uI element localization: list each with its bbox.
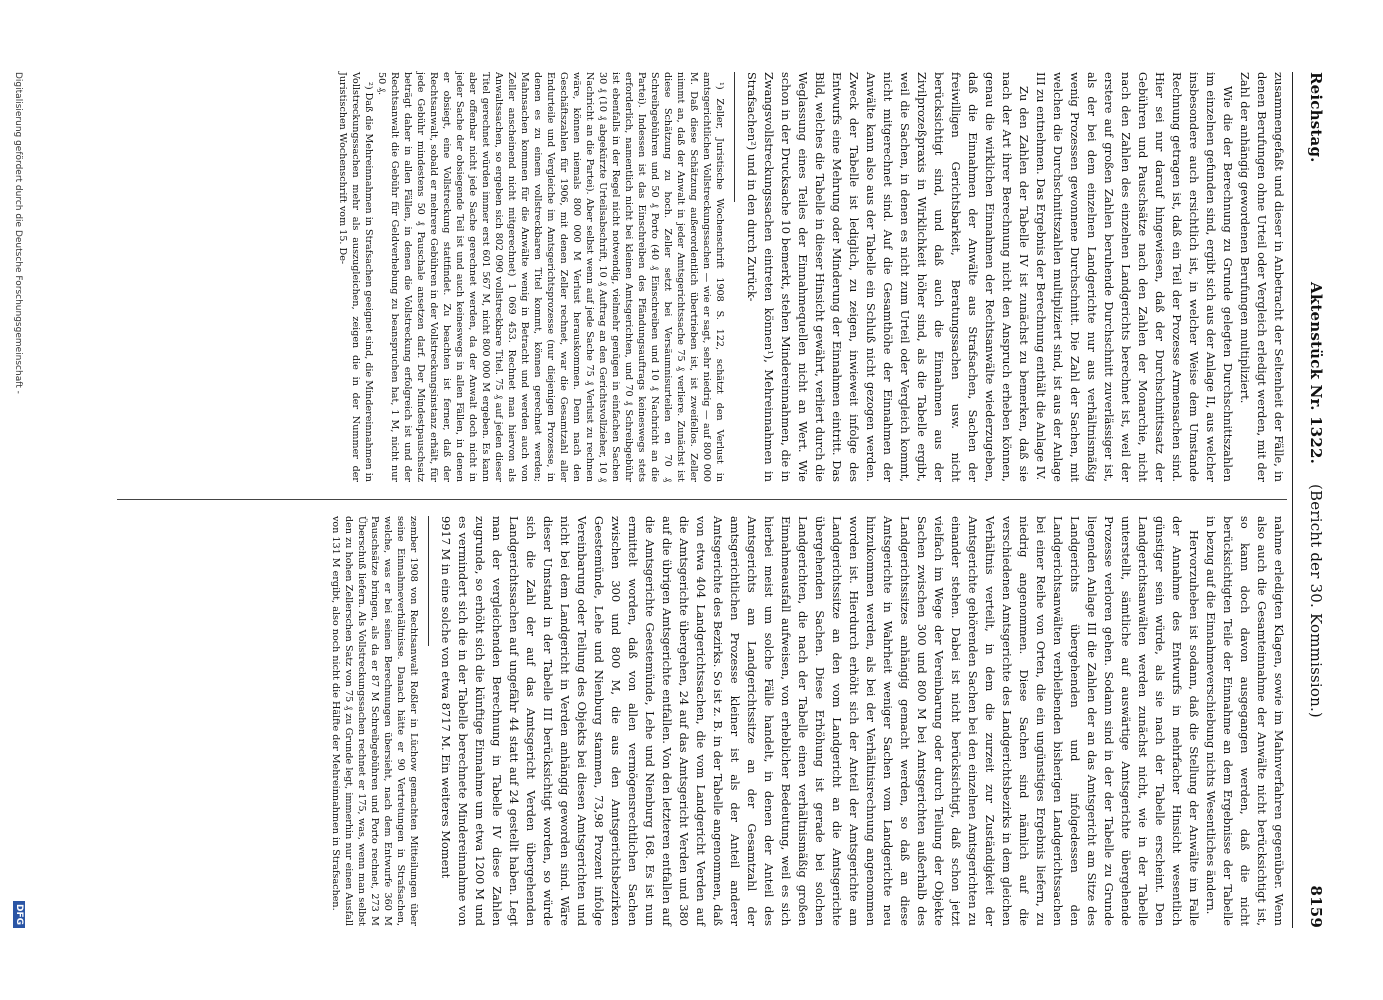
footnote-2: ²) Daß die Mehreinnahmen in Strafsachen geeignet sind, die Mindereinnahmen in Vollstreckungssachen mehr als auszugleichen, zeigen die in der Nummer der Juristischen Wochenschrift vom 15. De-: [337, 72, 374, 482]
left-paragraph: Wie die der Berechnung zu Grunde gelegten Durchschnittszahlen im einzelnen gefunden sind, ergibt sich aus der Anlage II, aus welcher insbesondere auch ersichtlich ist, in welcher Weise dem Umstande Rechnung getragen ist, daß ein Teil der Prozesse Armensachen sind. Hier sei nur darauf hingewiesen, daß der Durchschnittssatz der Gebühren und Pauschsätze nach den Zahlen der Monarchie, nicht nach den Zahlen des einzelnen Landgerichts berechnet ist, weil der erstere auf großen Zahlen beruhende Durchschnitt zuverlässiger ist, als der bei dem einzelnen Landgerichte nur aus verhältnismäßig wenig Prozessen gewonnene Durchschnitt. Die Zahl der Sachen, mit welchen die Durchschnittszahlen multipliziert sind, ist aus der Anlage III zu entnehmen. Das Ergebnis der Berechnung enthält die Anlage IV.: [1034, 72, 1235, 482]
right-footnote: [329, 516, 420, 926]
header-rule: [1292, 72, 1293, 928]
right-paragraph: nahme erledigten Klagen, sowie im Mahnverfahren gegenüber. Wenn also auch die Gesamteinnahme der Anwälte nicht berücksichtigt ist, so kann doch davon ausgegangen werden, daß die nicht berücksichtigten Teile der Einnahme an dem Ergebnisse der Tabelle in bezug auf die Einnahmeverschiebung nichts Wesentliches ändern.: [1204, 516, 1286, 926]
header-section-name: Reichstag.: [1307, 72, 1325, 163]
left-paragraph: Zu den Zahlen der Tabelle IV ist zunächst zu bemerken, daß sie nach der Art ihrer Berechnung nicht den Anspruch erheben können, genau die wirklichen Einnahmen der Rechtsanwälte wiederzugeben, daß die Einnahmen der Anwälte aus Strafsachen, Sachen der freiwilligen Gerichtsbarkeit, Beratungssachen usw. nicht berücksichtigt sind, und daß auch die Einnahmen aus der Zivilprozeßpraxis in Wirklichkeit höher sind, als die Tabelle ergibt, weil die Sachen, in denen es nicht zum Urteil oder Vergleich kommt, nicht mitgerechnet sind. Auf die Gesamthöhe der Einnahmen der Anwälte kann also aus der Tabelle ein Schluß nicht gezogen werden. Zweck der Tabelle ist lediglich, zu zeigen, inwieweit infolge des Entwurfs eine Mehrung oder Minderung der Einnahmen eintritt. Das Bild, welches die Tabelle in dieser Hinsicht gewährt, verliert durch die Weglassung eines Teiles der Einnahmequellen nicht an Wert. Wie schon in der Drucksache 10 bemerkt, stehen Mindereinnahmen, die in Zwangsvollstreckungssachen eintreten können¹), Mehreinnahmen in Strafsachen²) und in den durch Zurück-: [745, 72, 1031, 482]
page-number: 8159: [1307, 885, 1325, 928]
left-column: [336, 72, 1287, 482]
header-subtitle: (Bericht der 30. Kommission.): [1307, 483, 1325, 718]
header-document-title: [1307, 72, 1325, 928]
digitization-credit: Digitalisierung gefördert durch die Deutsche Forschungsgemeinschaft -: [13, 72, 23, 394]
left-paragraph: zusammengefaßt und dieser in Anbetracht der Seltenheit der Fälle, in denen Berufungen ohne Urteil oder Vergleich erledigt werden, mit der Zahl der anhängig gewordenen Berufungen multipliziert.: [1238, 72, 1286, 482]
right-paragraph: Hervorzuheben ist sodann, daß die Stellung der Anwälte im Falle der Annahme des Entwurfs in mehrfacher Hinsicht wesentlich günstiger sein würde, als sie nach der Tabelle erscheint. Den Landgerichtsanwälten werden zunächst nicht, wie in der Tabelle unterstellt, sämtliche auf auswärtige Amtsgerichte übergehende Prozesse verloren gehen. Sodann sind in der der Tabelle zu Grunde liegenden Anlage III die Zahlen der an das Amtsgericht am Sitze des Landgerichts übergehenden und infolgedessen den Landgerichtsanwälten verbleibenden bisherigen Landgerichtssachen bei einer Reihe von Orten, die ein ungünstiges Ergebnis liefern, zu niedrig angenommen. Diese Sachen sind nämlich auf die verschiedenen Amtsgerichte des Landgerichtsbezirks in dem gleichen Verhältnis verteilt, in dem die zurzeit zur Zuständigkeit der Amtsgerichte gehörenden Sachen bei den einzelnen Amtsgerichten zu einander stehen. Dabei ist nicht berücksichtigt, daß schon jetzt vielfach im Wege der Vereinbarung oder durch Teilung der Objekte Sachen zwischen 300 und 800 M bei Amtsgerichten außerhalb des Landgerichtssitzes anhängig gemacht werden, so daß an diese Amtsgerichte in Wahrheit weniger Sachen vom Landgerichte neu hinzukommen werden, als bei der Verhältnisrechnung angenommen worden ist. Hierdurch erhöht sich der Anteil der Amtsgerichte am Landgerichtssitze an den vom Landgericht an die Amtsgerichte übergehenden Sachen. Diese Erhöhung ist gerade bei solchen Landgerichten, die nach der Tabelle einen verhältnismäßig großen Einnahmeausfall aufweisen, von erheblicher Bedeutung, weil es sich hierbei meist um solche Fälle handelt, in denen der Anteil des Amtsgerichts am Landgerichtssitze an der Gesamtzahl der amtsgerichtlichen Prozesse kleiner ist als der Anteil anderer Amtsgerichte des Bezirks. So ist z. B. in der Tabelle angenommen, daß von etwa 404 Landgerichtssachen, die vom Landgericht Verden auf die Amtsgerichte übergehen, 24 auf das Amtsgericht Verden und 380 auf die übrigen Amtsgerichte entfallen. Von den letzteren entfallen auf die Amtsgerichte Geestemünde, Lehe und Nienburg 168. Es ist nun ermittelt worden, daß von allen vermögensrechtlichen Sachen zwischen 300 und 800 M, die aus den Amtsgerichtsbezirken Geestemünde, Lehe und Nienburg stammen, 73,98 Prozent infolge Vereinbarung oder Teilung des Objekts bei diesen Amtsgerichten und nicht bei dem Landgericht in Verden anhängig geworden sind. Wäre dieser Umstand in der Tabelle III berücksichtigt worden, so würde sich die Zahl der auf das Amtsgericht Verden übergehenden Landgerichtssachen auf ungefähr 44 statt auf 24 gestellt haben. Legt man der vergleichenden Berechnung in Tabelle IV diese Zahlen zugrunde, so erhöht sich die künftige Einnahme um etwa 1200 M und es vermindert sich die in der Tabelle berechnete Mindereinnahme von 9917 M in eine solche von etwa 8717 M. Ein weiteres Moment: [439, 516, 1201, 926]
header-title: Aktenstück Nr. 1322.: [1307, 282, 1325, 465]
right-column: [329, 516, 1287, 926]
footnote-2-continuation: zember 1908 von Rechtsanwalt Roßler in Lüchow gemachten Mitteilungen über seine Einnahmeverhältnisse. Danach hätte er 90 Vertretungen in Strafsachen, welche, was er bei seinen Berechnungen übersieht, nach dem Entwurfe 360 M Pauschsätze bringen, als da er 87 M Schreibgebühren und Porto rechnet, 273 M Überschuß liefern. Als Vollstreckungssachen rechnet er 175, was, wenn man selbst den zu hohen Zellerschen Satz von 75 ₰ zu Grunde legt, immerhin nur einen Ausfall von 131 M ergibt, also noch nicht die Hälfte der Mehreinnahmen in Strafsachen.: [330, 516, 419, 926]
footnote-rule: [428, 516, 429, 646]
left-footnotes: [336, 72, 726, 482]
dfg-logo: DFG: [13, 901, 25, 928]
column-divider: [117, 499, 1287, 500]
digitization-margin: [7, 72, 23, 928]
footnote-1: ¹) Zeller, Juristische Wochenschrift 1908 S. 122, schätzt den Verlust in amtsgerichtlichen Vollstreckungssachen — wie er sagt, sehr niedrig — auf 800 000 M. Daß diese Schätzung außerordentlich übertrieben ist, ist zweifellos. Zeller nimmt an, daß der Anwalt in jeder Amtsgerichtssache 75 ₰ verliere. Zunächst ist diese Schätzung zu hoch. Zeller setzt bei Versäumnisurteilen en 70 ₰ Schreibgebühren und 50 ₰ Porto (40 ₰ Einschreiben und 10 ₰ Nachricht an die Partei). Indessen ist das Einschreiben des Pfändungsauftrags keineswegs stets erforderlich, namentlich nicht bei kleinen Amtsgerichten, und 70 ₰ Schreibgebühr ist ebenfalls in der Regel nicht notwendig, vielmehr genügen in einfachen Sachen 30 ₰ (10 ₰ abgekürzte Urteilsabschrift, 10 ₰ Auftrag an den Gerichtsvollzieher, 10 ₰ Nachricht an die Partei). Aber selbst wenn auf jede Sache 75 ₰ Verlust zu rechnen wäre, können niemals 800 000 M Verlust herauskommen. Denn nach den Geschäftszahlen für 1906, mit denen Zeller rechnet, war die Gesamtzahl aller Endurteile und Vergleiche im Amtsgerichtsprozesse (nur diejenigen Prozesse, in denen es zu einem vollstreckbaren Titel kommt, können gerechnet werden; Mahnsachen kommen für die Anwälte wenig in Betracht und werden auch von Zeller anscheinend nicht mitgerechnet) 1 069 453. Rechnet man hiervon als Anwaltssachen, so ergeben sich 802 090 vollstreckbare Titel. 75 ₰ auf jeden dieser Titel gerechnet würden immer erst 601 567 M, nicht 800 000 M ergeben. Es kann aber offenbar nicht jede Sache gerechnet werden, da der Anwalt doch nicht in jeder Sache der obsiegende Teil ist und auch keineswegs in allen Fällen, in denen er obsiegt, eine Vollstreckung stattfindet. Zu beachten ist ferner, daß der Rechtsanwalt, sobald er mehrere Gebühren in der Vollstreckungsinstanz erhält, für jede Gebühr mindestens 50 ₰ Pauschale ansetzen darf. Der Mindestpauschsatz beträgt daher in allen Fällen, in denen die Vollstreckung erfolgreich ist und der Rechtsanwalt die Gebühr für Geldverhebung zu beanspruchen hat, 1 M, nicht nur 50 ₰.: [376, 72, 725, 482]
footnote-rule: [734, 72, 735, 202]
page-header: [1293, 72, 1333, 928]
